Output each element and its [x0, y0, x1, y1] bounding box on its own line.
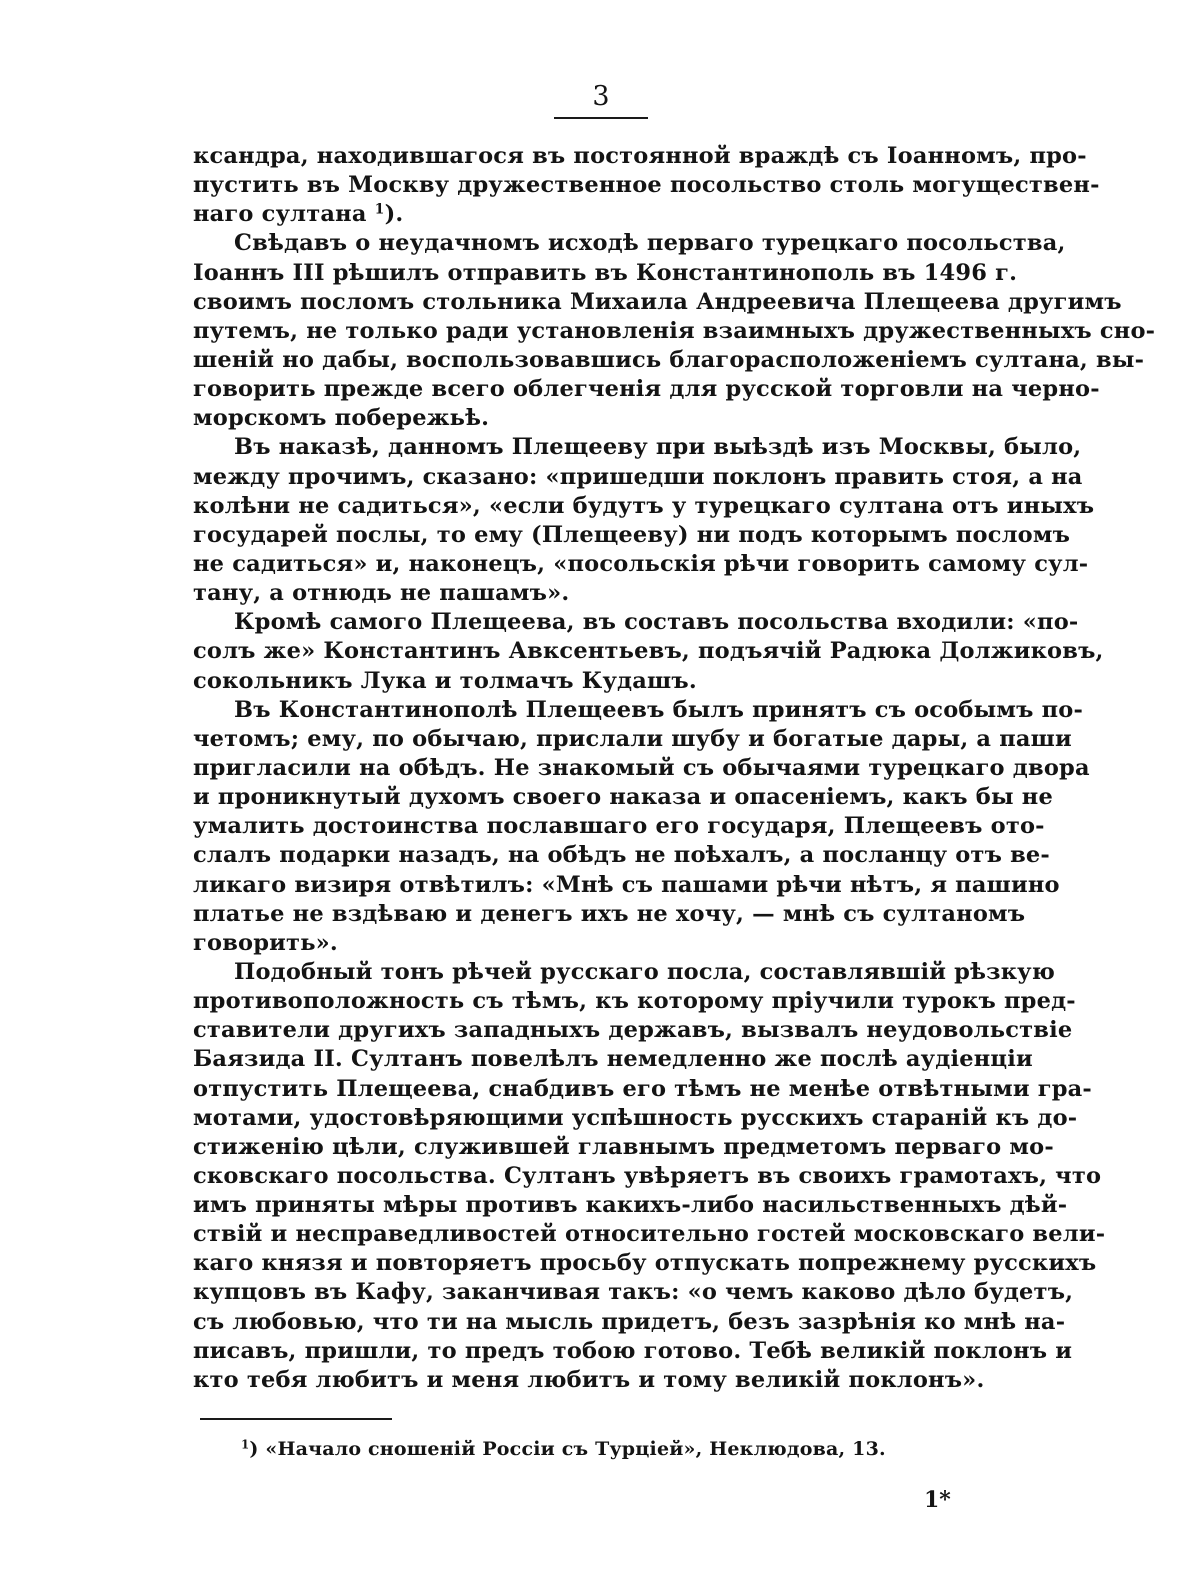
text-line: ставители другихъ западныхъ державъ, вызвалъ неудовольствіе	[193, 1017, 1073, 1044]
text-line: пригласили на обѣдъ. Не знакомый съ обычаями турецкаго двора	[193, 754, 1090, 781]
text-line: кто тебя любитъ и меня любитъ и тому великій поклонъ».	[193, 1366, 985, 1393]
text-line-segment: ).	[384, 201, 404, 228]
footnote-marker: 1	[241, 1437, 250, 1452]
text-line: четомъ; ему, по обычаю, прислали шубу и богатые дары, а паши	[193, 725, 1072, 752]
text-line: Баязида II. Султанъ повелѣлъ немедленно же послѣ аудіенціи	[193, 1046, 1033, 1073]
text-line: сокольникъ Лука и толмачъ Кудашъ.	[193, 667, 697, 694]
text-line: морскомъ побережьѣ.	[193, 405, 490, 432]
text-line: солъ же» Константинъ Авксентьевъ, подъячій Радюка Должиковъ,	[193, 638, 1104, 665]
text-line: Іоаннъ III рѣшилъ отправить въ Константинополь въ 1496 г.	[193, 259, 1018, 286]
text-line: каго князя и повторяетъ просьбу отпускать попрежнему русскихъ	[193, 1250, 1097, 1277]
text-line: мотами, удостовѣряющими успѣшность русскихъ стараній къ до-	[193, 1104, 1078, 1131]
text-line: говорить».	[193, 929, 338, 956]
text-line: ксандра, находившагося въ постоянной враждѣ съ Іоанномъ, про-	[193, 143, 1087, 169]
text-line: ствій и несправедливостей относительно гостей московскаго вели-	[193, 1221, 1106, 1248]
text-line: сковскаго посольства. Султанъ увѣряетъ въ своихъ грамотахъ, что	[193, 1162, 1102, 1189]
signature-mark: 1*	[924, 1487, 951, 1513]
text-line: Въ Константинополѣ Плещеевъ былъ принятъ съ особымъ по-	[234, 696, 1084, 723]
text-line: купцовъ въ Кафу, заканчивая такъ: «о чемъ каково дѣло будетъ,	[193, 1279, 1074, 1306]
text-line: стиженію цѣли, служившей главнымъ предметомъ перваго мо-	[193, 1133, 1054, 1160]
text-line-segment: наго султана	[193, 201, 375, 228]
text-line: противоположность съ тѣмъ, къ которому пріучили турокъ пред-	[193, 988, 1076, 1015]
text-line: своимъ посломъ стольника Михаила Андреевича Плещеева другимъ	[193, 288, 1122, 315]
text-line: государей послы, то ему (Плещееву) ни подъ которымъ посломъ	[193, 521, 1071, 548]
header-rule	[554, 117, 648, 119]
text-line: колѣни не садиться», «если будутъ у турецкаго султана отъ иныхъ	[193, 492, 1095, 519]
text-line: имъ приняты мѣры противъ какихъ-либо насильственныхъ дѣй-	[193, 1192, 1068, 1219]
text-line: съ любовью, что ти на мысль придетъ, безъ зазрѣнія ко мнѣ на-	[193, 1308, 1066, 1335]
text-line: отпустить Плещеева, снабдивъ его тѣмъ не менѣе отвѣтными гра-	[193, 1075, 1092, 1102]
text-line: тану, а отнюдь не пашамъ».	[193, 580, 570, 607]
text-line: ликаго визиря отвѣтилъ: «Мнѣ съ пашами рѣчи нѣтъ, я пашино	[193, 871, 1060, 898]
text-line: Свѣдавъ о неудачномъ исходѣ перваго турецкаго посольства,	[234, 230, 1066, 257]
text-line: между прочимъ, сказано: «пришедши поклонъ править стоя, а на	[193, 463, 1083, 490]
page-number: 3	[592, 81, 610, 112]
text-line: умалить достоинства пославшаго его государя, Плещеевъ ото-	[193, 813, 1045, 840]
text-line-with-footnote	[193, 200, 1012, 229]
text-line: говорить прежде всего облегченія для русской торговли на черно-	[193, 376, 1100, 403]
footnote	[241, 1437, 886, 1461]
text-line: платье не вздѣваю и денегъ ихъ не хочу, — мнѣ съ султаномъ	[193, 900, 1026, 927]
text-line: путемъ, не только ради установленія взаимныхъ дружественныхъ сно-	[193, 317, 1156, 344]
body-text	[193, 142, 1156, 1395]
footnote-rule	[200, 1418, 392, 1420]
text-line: слалъ подарки назадъ, на обѣдъ не поѣхалъ, а посланцу отъ ве-	[193, 842, 1050, 869]
text-line: не садиться» и, наконецъ, «посольскія рѣчи говорить самому сул-	[193, 550, 1089, 577]
text-line: шеній но дабы, воспользовавшись благорасположеніемъ султана, вы-	[193, 346, 1145, 373]
footnote-text: ) «Начало сношеній Россіи съ Турціей», Неклюдова, 13.	[249, 1438, 886, 1460]
text-line: Подобный тонъ рѣчей русскаго посла, составлявшій рѣзкую	[234, 958, 1056, 985]
text-line: Кромѣ самого Плещеева, въ составъ посольства входили: «по-	[234, 609, 1079, 636]
text-line: пустить въ Москву дружественное посольство столь могуществен-	[193, 172, 1100, 199]
text-line: и проникнутый духомъ своего наказа и опасеніемъ, какъ бы не	[193, 784, 1053, 811]
text-line: Въ наказѣ, данномъ Плещееву при выѣздѣ изъ Москвы, было,	[234, 434, 1082, 461]
footnote-reference[interactable]: 1	[374, 201, 385, 218]
text-line: писавъ, пришли, то предъ тобою готово. Тебѣ великій поклонъ и	[193, 1337, 1073, 1364]
